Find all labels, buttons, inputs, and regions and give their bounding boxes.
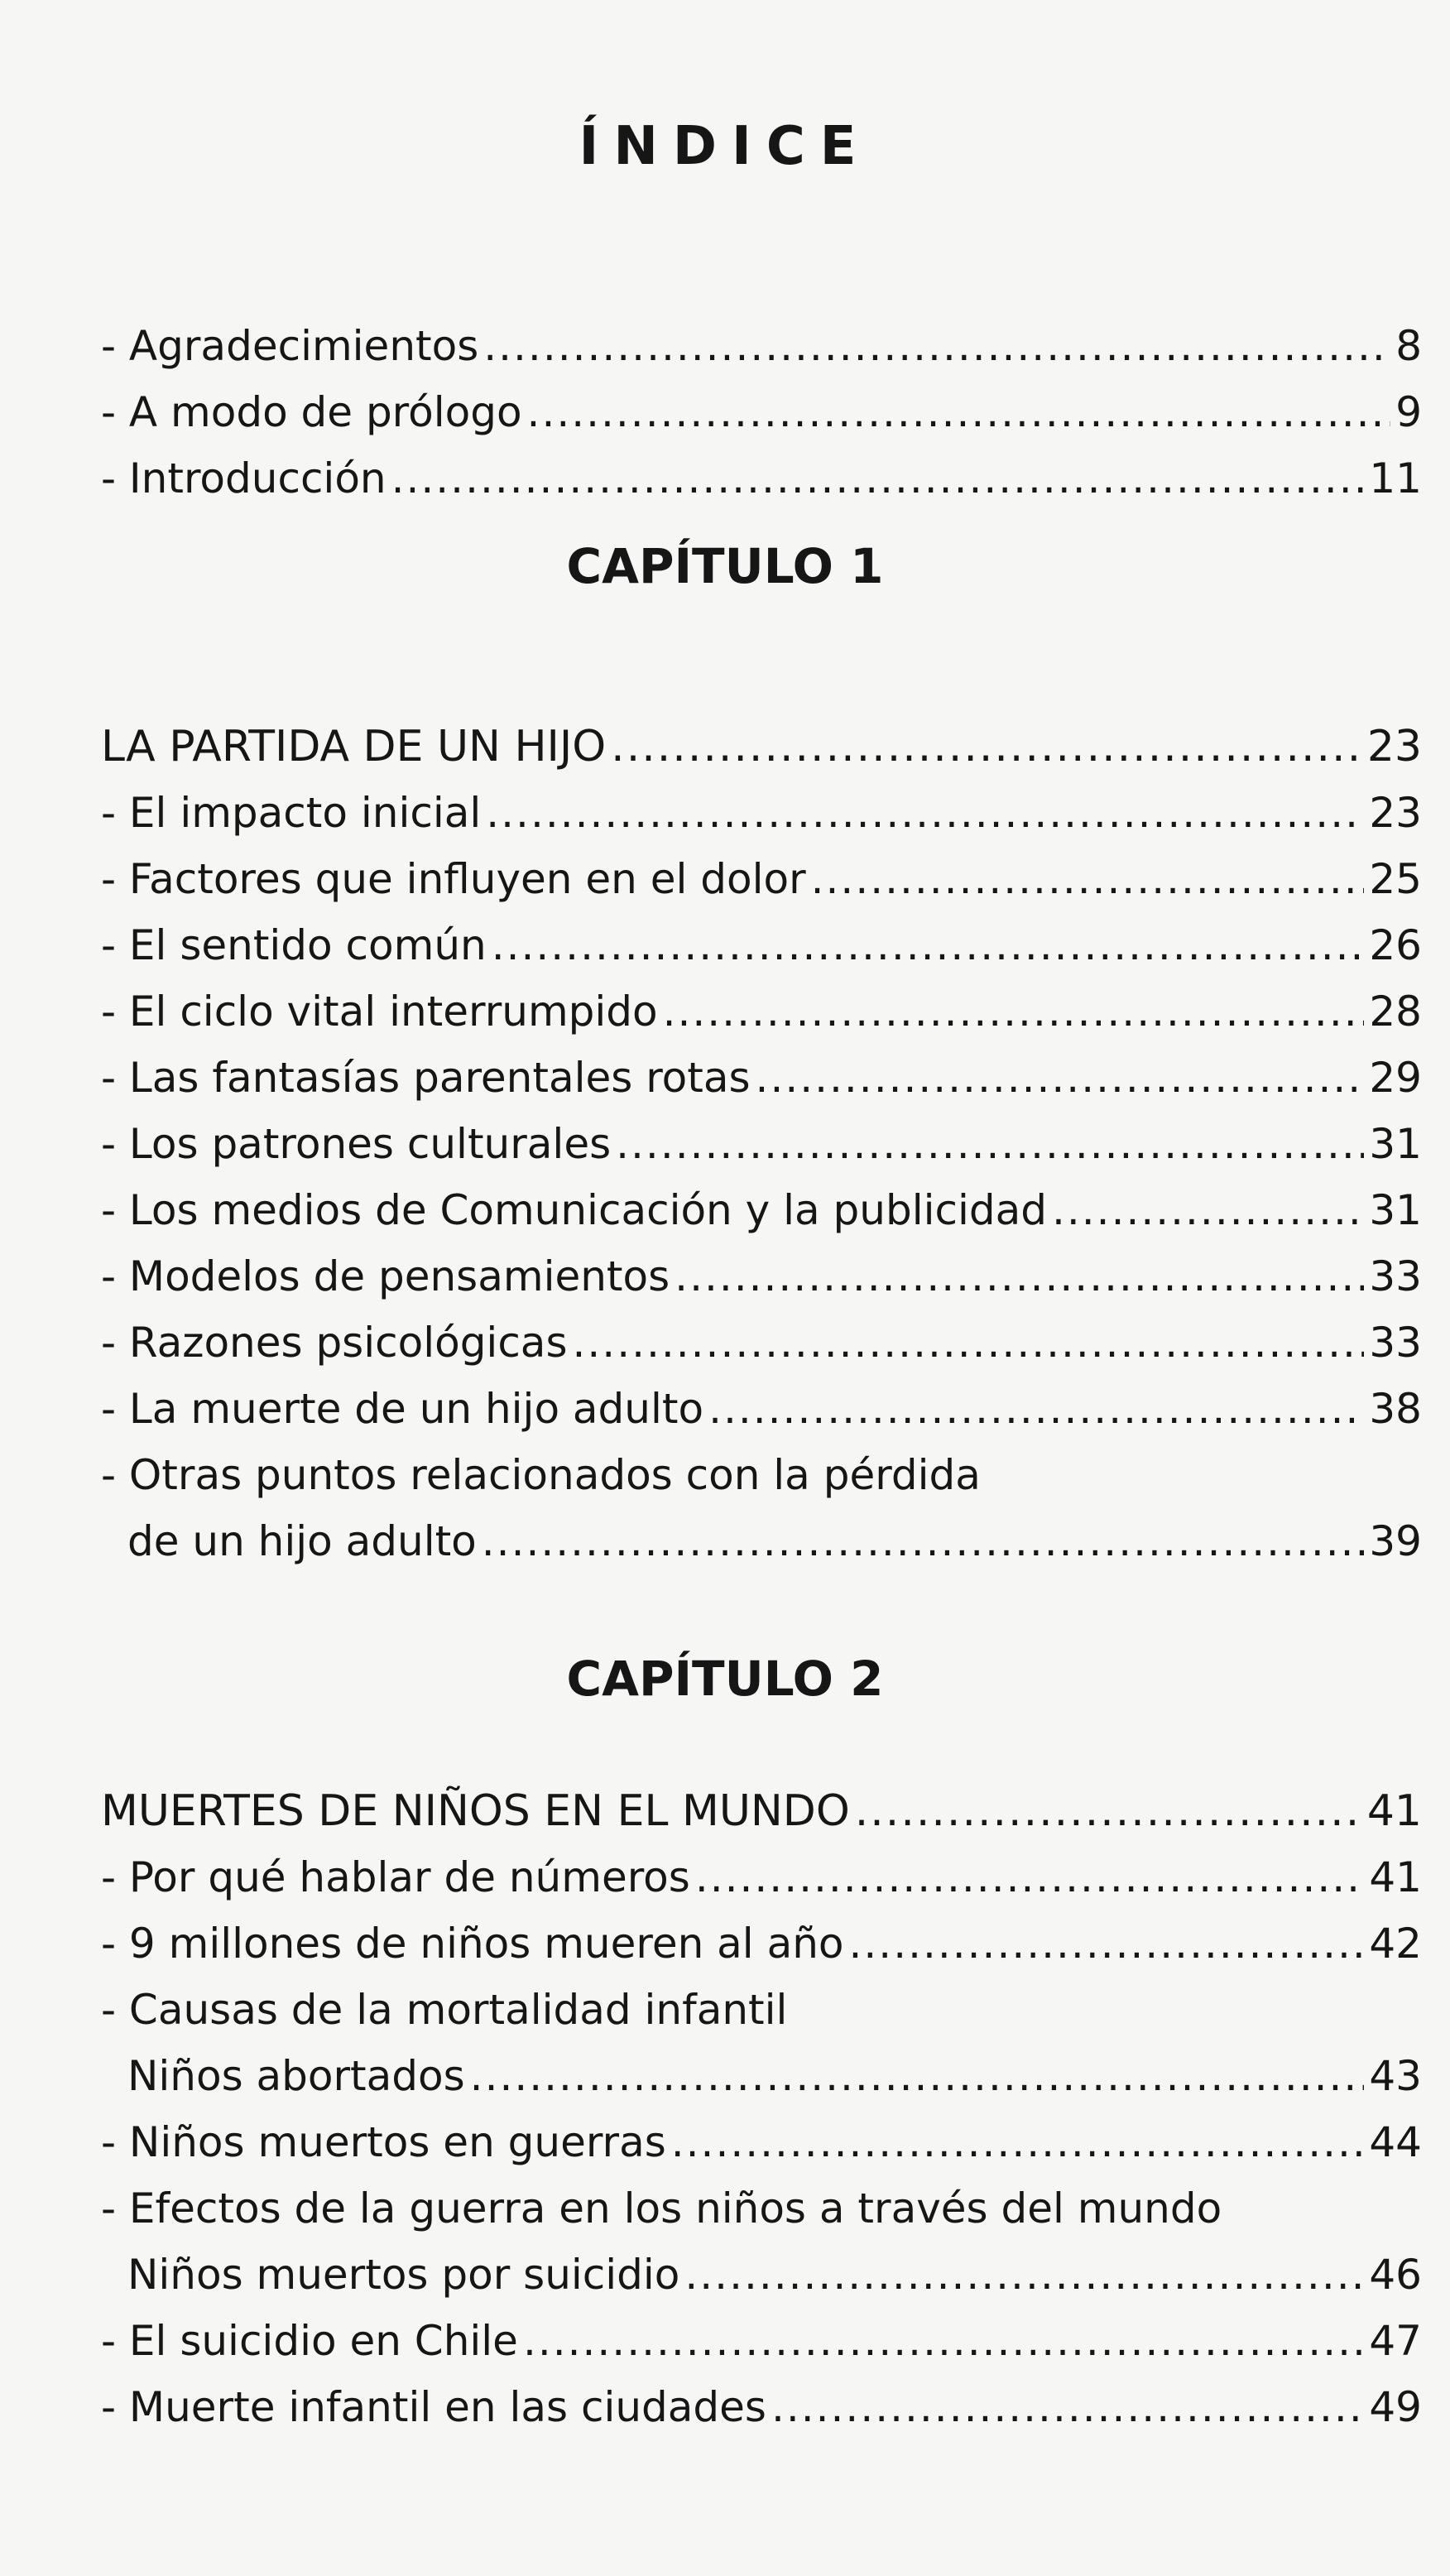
entry-label: de un hijo adulto <box>127 1517 477 1565</box>
entry-label: - Los patrones culturales <box>101 1120 612 1168</box>
entry-first-line: - Causas de la mortalidad infantil <box>101 1986 788 2034</box>
dot-leader <box>1052 1177 1364 1243</box>
entry-page: 33 <box>1369 1319 1422 1367</box>
dot-leader <box>486 780 1364 846</box>
entry-page: 23 <box>1366 722 1422 771</box>
toc-entry <box>101 2109 1422 2175</box>
entry-label: - Agradecimientos <box>101 322 479 370</box>
toc-entry <box>101 1376 1422 1442</box>
chapter-1-heading: CAPÍTULO 1 <box>566 538 884 594</box>
entry-page: 46 <box>1369 2251 1422 2299</box>
toc-entry <box>101 313 1422 379</box>
entry-label: - 9 millones de niños mueren al año <box>101 1920 844 1968</box>
entry-page: 39 <box>1369 1517 1422 1565</box>
entry-page: 42 <box>1369 1920 1422 1968</box>
dot-leader <box>611 714 1362 780</box>
dot-leader <box>527 379 1391 445</box>
entry-first-line: - Efectos de la guerra en los niños a través del mundo <box>101 2184 1222 2232</box>
dot-leader <box>855 1778 1362 1844</box>
entry-label: - Los medios de Comunicación y la publicidad <box>101 1186 1047 1234</box>
dot-leader <box>483 313 1390 379</box>
dot-leader <box>616 1111 1364 1177</box>
section-entry <box>101 1778 1422 1844</box>
toc-entry <box>101 846 1422 912</box>
entry-label: LA PARTIDA DE UN HIJO <box>101 722 607 771</box>
toc-entry <box>101 2043 1422 2109</box>
entry-page: 29 <box>1369 1054 1422 1102</box>
toc-entry <box>101 1111 1422 1177</box>
dot-leader <box>492 912 1365 978</box>
entry-label: - Factores que influyen en el dolor <box>101 855 806 903</box>
entry-label: - La muerte de un hijo adulto <box>101 1385 704 1433</box>
dot-leader <box>523 2308 1364 2374</box>
entry-page: 33 <box>1369 1252 1422 1300</box>
entry-label: - Razones psicológicas <box>101 1319 568 1367</box>
entry-page: 8 <box>1395 322 1422 370</box>
entry-label: - El impacto inicial <box>101 789 482 837</box>
entry-label: - Por qué hablar de números <box>101 1853 690 1901</box>
entry-page: 44 <box>1369 2118 1422 2166</box>
toc-entry <box>101 1177 1422 1243</box>
dot-leader <box>671 2109 1365 2175</box>
entry-label: Niños muertos por suicidio <box>127 2251 680 2299</box>
entry-label: - Las fantasías parentales rotas <box>101 1054 751 1102</box>
toc-entry <box>101 1844 1422 1910</box>
chapter-2-heading: CAPÍTULO 2 <box>566 1651 884 1707</box>
entry-page: 38 <box>1369 1385 1422 1433</box>
dot-leader <box>849 1910 1365 1977</box>
entry-page: 41 <box>1369 1853 1422 1901</box>
toc-entry <box>101 2374 1422 2440</box>
entry-page: 41 <box>1366 1786 1422 1836</box>
toc-entry <box>101 1045 1422 1111</box>
dot-leader <box>663 978 1365 1045</box>
entry-page: 26 <box>1369 921 1422 969</box>
entry-label: - Introducción <box>101 454 387 502</box>
entry-label: - Modelos de pensamientos <box>101 1252 670 1300</box>
entry-label: - A modo de prólogo <box>101 388 522 436</box>
toc-entry <box>101 1508 1422 1574</box>
dot-leader <box>771 2374 1364 2440</box>
entry-page: 25 <box>1369 855 1422 903</box>
chapter-2-list <box>101 1778 1422 2440</box>
entry-page: 23 <box>1369 789 1422 837</box>
dot-leader <box>675 1243 1364 1310</box>
dot-leader <box>391 445 1365 512</box>
page-title: ÍNDICE <box>579 116 871 177</box>
section-entry <box>101 714 1422 780</box>
entry-label: Niños abortados <box>127 2052 465 2100</box>
toc-entry <box>101 978 1422 1045</box>
entry-first-line: - Otras puntos relacionados con la pérdida <box>101 1451 981 1499</box>
entry-page: 28 <box>1369 988 1422 1036</box>
toc-entry <box>101 912 1422 978</box>
toc-entry <box>101 2308 1422 2374</box>
toc-entry <box>101 445 1422 512</box>
front-matter-list <box>101 313 1422 512</box>
dot-leader <box>708 1376 1364 1442</box>
dot-leader <box>811 846 1365 912</box>
entry-label: MUERTES DE NIÑOS EN EL MUNDO <box>101 1786 850 1836</box>
toc-entry <box>101 1910 1422 1977</box>
toc-entry <box>101 379 1422 445</box>
entry-label: - Niños muertos en guerras <box>101 2118 666 2166</box>
entry-page: 43 <box>1369 2052 1422 2100</box>
toc-entry <box>101 780 1422 846</box>
dot-leader <box>573 1310 1365 1376</box>
toc-entry <box>101 2242 1422 2308</box>
entry-label: - Muerte infantil en las ciudades <box>101 2383 766 2431</box>
entry-label: - El sentido común <box>101 921 487 969</box>
dot-leader <box>684 2242 1364 2308</box>
toc-entry <box>101 1310 1422 1376</box>
toc-entry <box>101 1243 1422 1310</box>
entry-page: 11 <box>1369 454 1422 502</box>
dot-leader <box>470 2043 1365 2109</box>
entry-page: 49 <box>1369 2383 1422 2431</box>
entry-label: - El suicidio en Chile <box>101 2317 518 2365</box>
dot-leader <box>756 1045 1365 1111</box>
entry-page: 31 <box>1369 1186 1422 1234</box>
dot-leader <box>482 1508 1365 1574</box>
chapter-1-list <box>101 714 1422 1574</box>
entry-page: 9 <box>1395 388 1422 436</box>
dot-leader <box>695 1844 1365 1910</box>
entry-label: - El ciclo vital interrumpido <box>101 988 658 1036</box>
entry-page: 31 <box>1369 1120 1422 1168</box>
entry-page: 47 <box>1369 2317 1422 2365</box>
